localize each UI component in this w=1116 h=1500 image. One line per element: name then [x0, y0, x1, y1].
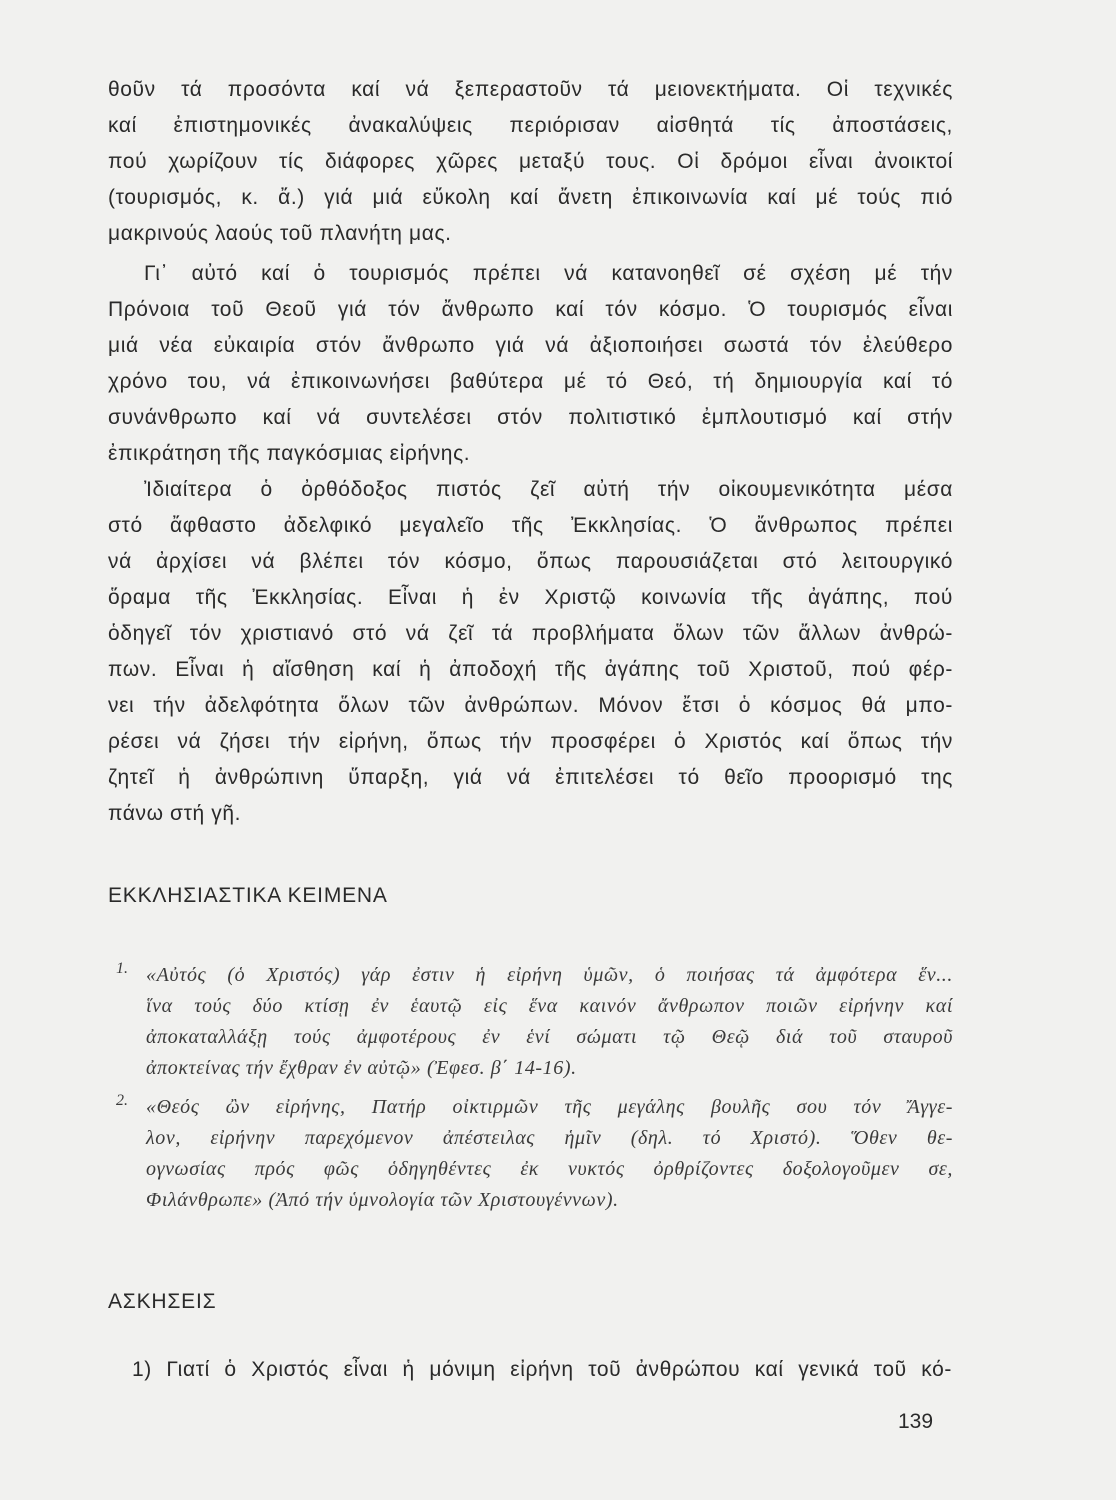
- paragraph-1: [108, 72, 953, 252]
- text-line: ρέσει νά ζήσει τήν εἰρήνη, ὅπως τήν προσφέρει ὁ Χριστός καί ὅπως τήν: [108, 730, 953, 753]
- quote-line: «Θεός ὢν εἰρήνης, Πατήρ οἰκτιρμῶν τῆς μεγάλης βουλῆς σου τόν Ἄγγε-: [146, 1096, 953, 1118]
- quote-line: ἀποκτείνας τήν ἔχθραν ἐν αὐτῷ» (Ἐφεσ. β΄ 14-16).: [146, 1057, 577, 1079]
- text-line: μακρινούς λαούς τοῦ πλανήτη μας.: [108, 222, 452, 245]
- paragraph-3: [108, 472, 953, 832]
- quote-line: λον, εἰρήνην παρεχόμενον ἀπέστειλας ἡμῖν (δηλ. τό Χριστό). Ὅθεν θε-: [146, 1127, 953, 1149]
- text-line: ζητεῖ ἡ ἀνθρώπινη ὕπαρξη, γιά νά ἐπιτελέσει τό θεῖο προορισμό της: [108, 766, 953, 789]
- text-line: νά ἀρχίσει νά βλέπει τόν κόσμο, ὅπως παρουσιάζεται στό λειτουργικό: [108, 550, 953, 573]
- text-line: χρόνο του, νά ἐπικοινωνήσει βαθύτερα μέ τό Θεό, τή δημιουργία καί τό: [108, 370, 953, 393]
- text-line: (τουρισμός, κ. ἄ.) γιά μιά εὔκολη καί ἄνετη ἐπικοινωνία καί μέ τούς πιό: [108, 186, 953, 209]
- quote-number: 1.: [116, 960, 128, 977]
- quote-line: Φιλάνθρωπε» (Ἀπό τήν ὑμνολογία τῶν Χριστουγέννων).: [146, 1189, 619, 1211]
- text-line: θοῦν τά προσόντα καί νά ξεπεραστοῦν τά μειονεκτήματα. Οἱ τεχνικές: [108, 78, 953, 101]
- text-line: ὁδηγεῖ τόν χριστιανό στό νά ζεῖ τά προβλήματα ὅλων τῶν ἄλλων ἀνθρώ-: [108, 622, 953, 645]
- text-line: ἐπικράτηση τῆς παγκόσμιας εἰρήνης.: [108, 442, 471, 465]
- text-line: στό ἄφθαστο ἀδελφικό μεγαλεῖο τῆς Ἐκκλησίας. Ὁ ἄνθρωπος πρέπει: [108, 514, 953, 537]
- text-line: συνάνθρωπο καί νά συντελέσει στόν πολιτιστικό ἐμπλουτισμό καί στήν: [108, 406, 953, 429]
- text-line: πάνω στή γῆ.: [108, 802, 242, 825]
- text-line: ὅραμα τῆς Ἐκκλησίας. Εἶναι ἡ ἐν Χριστῷ κοινωνία τῆς ἀγάπης, πού: [108, 586, 953, 609]
- quote-line: ἀποκαταλλάξῃ τούς ἀμφοτέρους ἐν ἑνί σώματι τῷ Θεῷ διά τοῦ σταυροῦ: [146, 1026, 953, 1048]
- quote-item: [108, 960, 953, 1084]
- quote-line: ογνωσίας πρός φῶς ὁδηγηθέντες ἐκ νυκτός ὀρθρίζοντες δοξολογοῦμεν σε,: [146, 1158, 953, 1180]
- quote-item: [108, 1092, 953, 1216]
- text-line: Ἰδιαίτερα ὁ ὀρθόδοξος πιστός ζεῖ αὐτή τήν οἰκουμενικότητα μέσα: [144, 478, 953, 501]
- text-line: πού χωρίζουν τίς διάφορες χῶρες μεταξύ τους. Οἱ δρόμοι εἶναι ἀνοικτοί: [108, 150, 953, 173]
- text-line: πων. Εἶναι ἡ αἴσθηση καί ἡ ἀποδοχή τῆς ἀγάπης τοῦ Χριστοῦ, πού φέρ-: [108, 658, 953, 681]
- church-texts-quotes: [108, 960, 953, 1216]
- text-line: Πρόνοια τοῦ Θεοῦ γιά τόν ἄνθρωπο καί τόν κόσμο. Ὁ τουρισμός εἶναι: [108, 298, 953, 321]
- exercise-item: 1) Γιατί ὁ Χριστός εἶναι ἡ μόνιμη εἰρήνη τοῦ ἀνθρώπου καί γενικά τοῦ κό-: [132, 1358, 952, 1381]
- main-text: [108, 72, 953, 832]
- quote-line: ἵνα τούς δύο κτίσῃ ἐν ἑαυτῷ εἰς ἕνα καινόν ἄνθρωπον ποιῶν εἰρήνην καί: [146, 995, 953, 1017]
- quote-line: «Αὐτός (ὁ Χριστός) γάρ ἐστιν ἡ εἰρήνη ὑμῶν, ὁ ποιήσας τά ἀμφότερα ἕν...: [146, 964, 953, 986]
- text-line: Γι᾿ αὐτό καί ὁ τουρισμός πρέπει νά κατανοηθεῖ σέ σχέση μέ τήν: [144, 262, 953, 285]
- text-line: νει τήν ἀδελφότητα ὅλων τῶν ἀνθρώπων. Μόνον ἔτσι ὁ κόσμος θά μπο-: [108, 694, 953, 717]
- quote-number: 2.: [116, 1092, 128, 1109]
- section-heading-church-texts: ΕΚΚΛΗΣΙΑΣΤΙΚΑ ΚΕΙΜΕΝΑ: [108, 884, 388, 907]
- text-line: μιά νέα εὐκαιρία στόν ἄνθρωπο γιά νά ἀξιοποιήσει σωστά τόν ἐλεύθερο: [108, 334, 953, 357]
- text-line: καί ἐπιστημονικές ἀνακαλύψεις περιόρισαν αἰσθητά τίς ἀποστάσεις,: [108, 114, 953, 137]
- paragraph-2: [108, 256, 953, 472]
- section-heading-exercises: ΑΣΚΗΣΕΙΣ: [108, 1290, 217, 1313]
- page-number: 139: [898, 1410, 934, 1433]
